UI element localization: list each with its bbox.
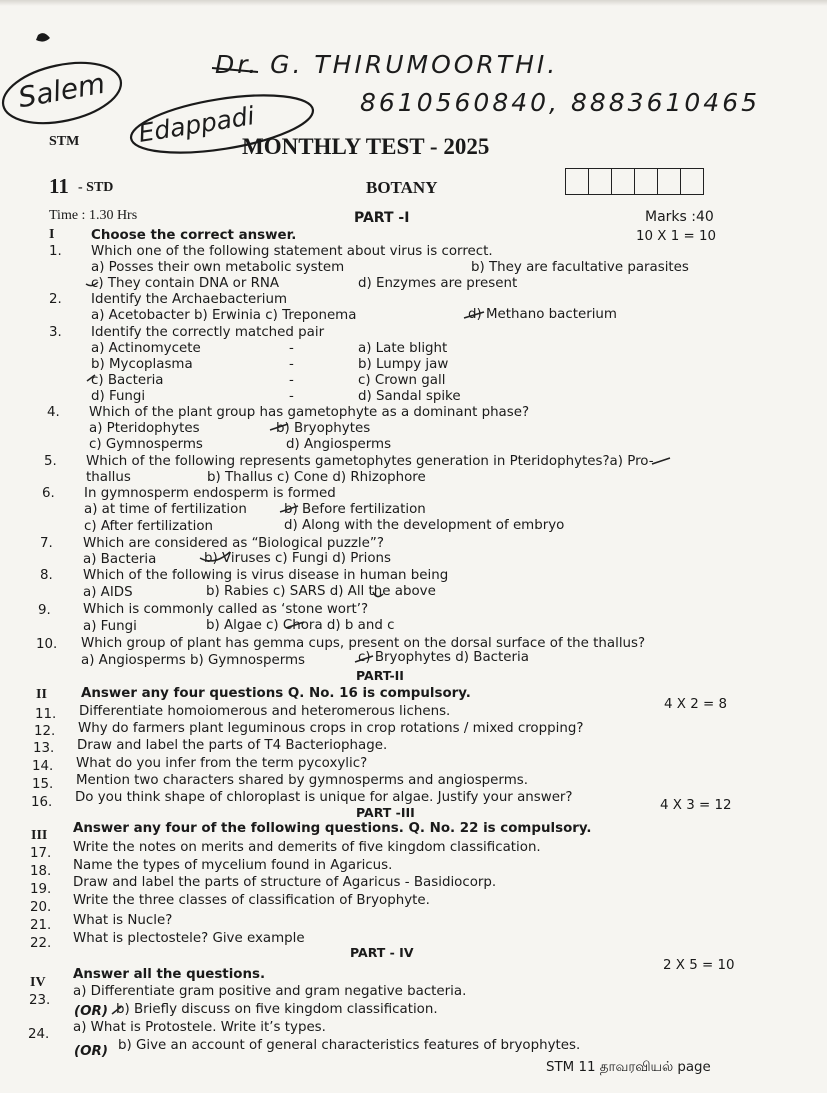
section-i-score: 10 X 1 = 10 (636, 229, 717, 244)
option-a: a) Bacteria (83, 552, 157, 567)
tick-mark (355, 656, 373, 662)
options-bcd: b) Thallus c) Cone d) Rhizophore (207, 470, 426, 485)
question-number: 17. (30, 846, 52, 861)
part-iii-heading: PART -III (356, 805, 415, 820)
tick-mark (652, 458, 670, 464)
or-label: (OR) (74, 1004, 108, 1019)
question-number: 20. (30, 900, 52, 915)
question-number: 13. (33, 741, 55, 756)
option-a: a) at time of fertilization (84, 502, 247, 517)
pair-left: d) Fungi (91, 389, 146, 404)
options-bcd: b) Algae c) Chora d) b and c (206, 618, 395, 633)
pair-dash: - (289, 357, 294, 372)
pair-dash: - (289, 373, 294, 388)
question-part-b: b) Give an account of general characteristics features of bryophytes. (118, 1038, 581, 1053)
question-text: In gymnosperm endosperm is formed (84, 486, 336, 501)
question-part-a: a) What is Protostele. Write it’s types. (73, 1020, 326, 1035)
question-text: Name the types of mycelium found in Agaricus. (73, 858, 393, 873)
part-ii-heading: PART-II (356, 668, 404, 683)
pair-dash: - (289, 389, 294, 404)
question-number: 23. (29, 993, 51, 1008)
section-i-instruction: Choose the correct answer. (91, 228, 297, 243)
std-number: 11 (49, 174, 69, 198)
option-d: d) Angiosperms (286, 437, 392, 452)
tick-mark (200, 552, 230, 561)
question-part-b: b) Briefly discuss on five kingdom classification. (116, 1002, 438, 1017)
question-number: 15. (32, 777, 54, 792)
question-number: 12. (34, 724, 56, 739)
std-label: - STD (78, 180, 114, 195)
pair-left: b) Mycoplasma (91, 357, 193, 372)
tick-mark (373, 592, 383, 597)
option-c: c) After fertilization (84, 519, 214, 534)
question-text: What is Nucle? (73, 913, 173, 928)
option-c: c) They contain DNA or RNA (91, 276, 280, 291)
option-d: d) Enzymes are present (358, 276, 518, 291)
stm-label: STM (49, 134, 80, 149)
time-label: Time : 1.30 Hrs (49, 208, 138, 223)
section-iv-numeral: IV (30, 975, 46, 990)
question-number: 5. (44, 454, 57, 469)
option-b: b) Before fertilization (284, 502, 426, 517)
pair-right: c) Crown gall (358, 373, 446, 388)
option-b: b) Bryophytes (276, 421, 371, 436)
handwritten-salem: Salem (15, 66, 108, 115)
question-number: 19. (30, 882, 52, 897)
question-number: 22. (30, 936, 52, 951)
options-bcd: b) Rabies c) SARS d) All the above (206, 584, 436, 599)
question-number: 10. (36, 637, 58, 652)
question-number: 21. (30, 918, 52, 933)
option-a: a) Fungi (83, 619, 137, 634)
handwritten-phone: 8610560840, 8883610465 (360, 88, 761, 117)
pair-left: a) Actinomycete (91, 341, 201, 356)
question-number: 18. (30, 864, 52, 879)
question-number: 7. (40, 536, 53, 551)
question-number: 2. (49, 292, 62, 307)
question-number: 4. (47, 405, 60, 420)
tick-mark (112, 1006, 122, 1014)
option-a: a) AIDS (83, 585, 133, 600)
question-text: Write the three classes of classification of Bryophyte. (73, 893, 430, 908)
options-ab: a) Angiosperms b) Gymnosperms (81, 653, 306, 668)
question-number: 1. (49, 244, 62, 259)
marks-label: Marks :40 (645, 209, 714, 225)
options-cd: c) Bryophytes d) Bacteria (358, 650, 529, 665)
part-iv-heading: PART - IV (350, 945, 414, 960)
question-text: Draw and label the parts of T4 Bacteriophage. (77, 738, 388, 753)
option-c: c) Gymnosperms (89, 437, 203, 452)
question-text: Do you think shape of chloroplast is unique for algae. Justify your answer? (75, 790, 573, 805)
page-title: MONTHLY TEST - 2025 (242, 134, 490, 159)
option-d: d) Along with the development of embryo (284, 518, 565, 533)
part-i-heading: PART -I (354, 210, 410, 226)
question-number: 14. (32, 759, 54, 774)
subject-title: BOTANY (366, 178, 438, 197)
question-text: Identify the correctly matched pair (91, 325, 325, 340)
section-ii-score: 4 X 2 = 8 (664, 697, 727, 712)
question-text: Which one of the following statement about virus is correct. (91, 244, 493, 259)
question-text: Draw and label the parts of structure of Agaricus - Basidiocorp. (73, 875, 497, 890)
question-text: What do you infer from the term pycoxylic? (76, 756, 368, 771)
question-text: Which of the following represents gametophytes generation in Pteridophytes?a) Pro- (86, 454, 654, 469)
question-text: Which is commonly called as ‘stone wort’? (83, 602, 369, 617)
pair-dash: - (289, 341, 294, 356)
option-a-cont: thallus (86, 470, 131, 485)
question-part-a: a) Differentiate gram positive and gram negative bacteria. (73, 984, 467, 999)
question-text: Which are considered as “Biological puzzle”? (83, 536, 384, 551)
section-iii-instruction: Answer any four of the following questions. Q. No. 22 is compulsory. (73, 821, 592, 836)
section-iv-score: 2 X 5 = 10 (663, 958, 735, 973)
question-text: Which of the following is virus disease in human being (83, 568, 449, 583)
question-number: 16. (31, 795, 53, 810)
question-text: Which group of plant has gemma cups, present on the dorsal surface of the thallus? (81, 636, 646, 651)
handwritten-name: Dr. G. THIRUMOORTHI. (215, 50, 559, 79)
pair-right: b) Lumpy jaw (358, 357, 449, 372)
pair-right: a) Late blight (358, 341, 448, 356)
option-a: a) Posses their own metabolic system (91, 260, 345, 275)
question-number: 8. (40, 568, 53, 583)
section-iii-score: 4 X 3 = 12 (660, 798, 732, 813)
page-footer: STM 11 தாவரவியல் page (546, 1060, 711, 1075)
tick-mark (286, 622, 304, 628)
question-number: 11. (35, 707, 57, 722)
section-i-numeral: I (49, 227, 55, 242)
tick-mark (280, 506, 298, 512)
handwritten-edappadi: Edappadi (136, 101, 257, 148)
question-text: Why do farmers plant leguminous crops in crop rotations / mixed cropping? (78, 721, 584, 736)
section-iii-numeral: III (31, 828, 48, 843)
tick-mark (87, 375, 95, 381)
section-ii-instruction: Answer any four questions Q. No. 16 is compulsory. (81, 686, 471, 701)
option-b: b) They are facultative parasites (471, 260, 689, 275)
question-text: What is plectostele? Give example (73, 931, 305, 946)
tick-mark (464, 312, 484, 318)
option-a: a) Pteridophytes (89, 421, 200, 436)
question-number: 6. (42, 486, 55, 501)
question-text: Identify the Archaebacterium (91, 292, 288, 307)
tick-mark (270, 424, 288, 430)
question-number: 9. (38, 603, 51, 618)
options-bcd: b) Viruses c) Fungi d) Prions (204, 551, 391, 566)
pair-left: c) Bacteria (91, 373, 164, 388)
question-text: Which of the plant group has gametophyte as a dominant phase? (89, 405, 530, 420)
question-number: 3. (49, 325, 62, 340)
question-text: Differentiate homoiomerous and heteromerous lichens. (79, 704, 451, 719)
options-abc: a) Acetobacter b) Erwinia c) Treponema (91, 308, 357, 323)
section-iv-instruction: Answer all the questions. (73, 967, 266, 982)
question-text: Write the notes on merits and demerits of five kingdom classification. (73, 840, 541, 855)
pair-right: d) Sandal spike (358, 389, 461, 404)
option-d: d) Methano bacterium (468, 307, 617, 322)
section-ii-numeral: II (36, 687, 47, 702)
or-label: (OR) (74, 1044, 108, 1059)
question-number: 24. (28, 1027, 50, 1042)
tick-mark (86, 282, 98, 286)
question-text: Mention two characters shared by gymnosperms and angiosperms. (76, 773, 528, 788)
